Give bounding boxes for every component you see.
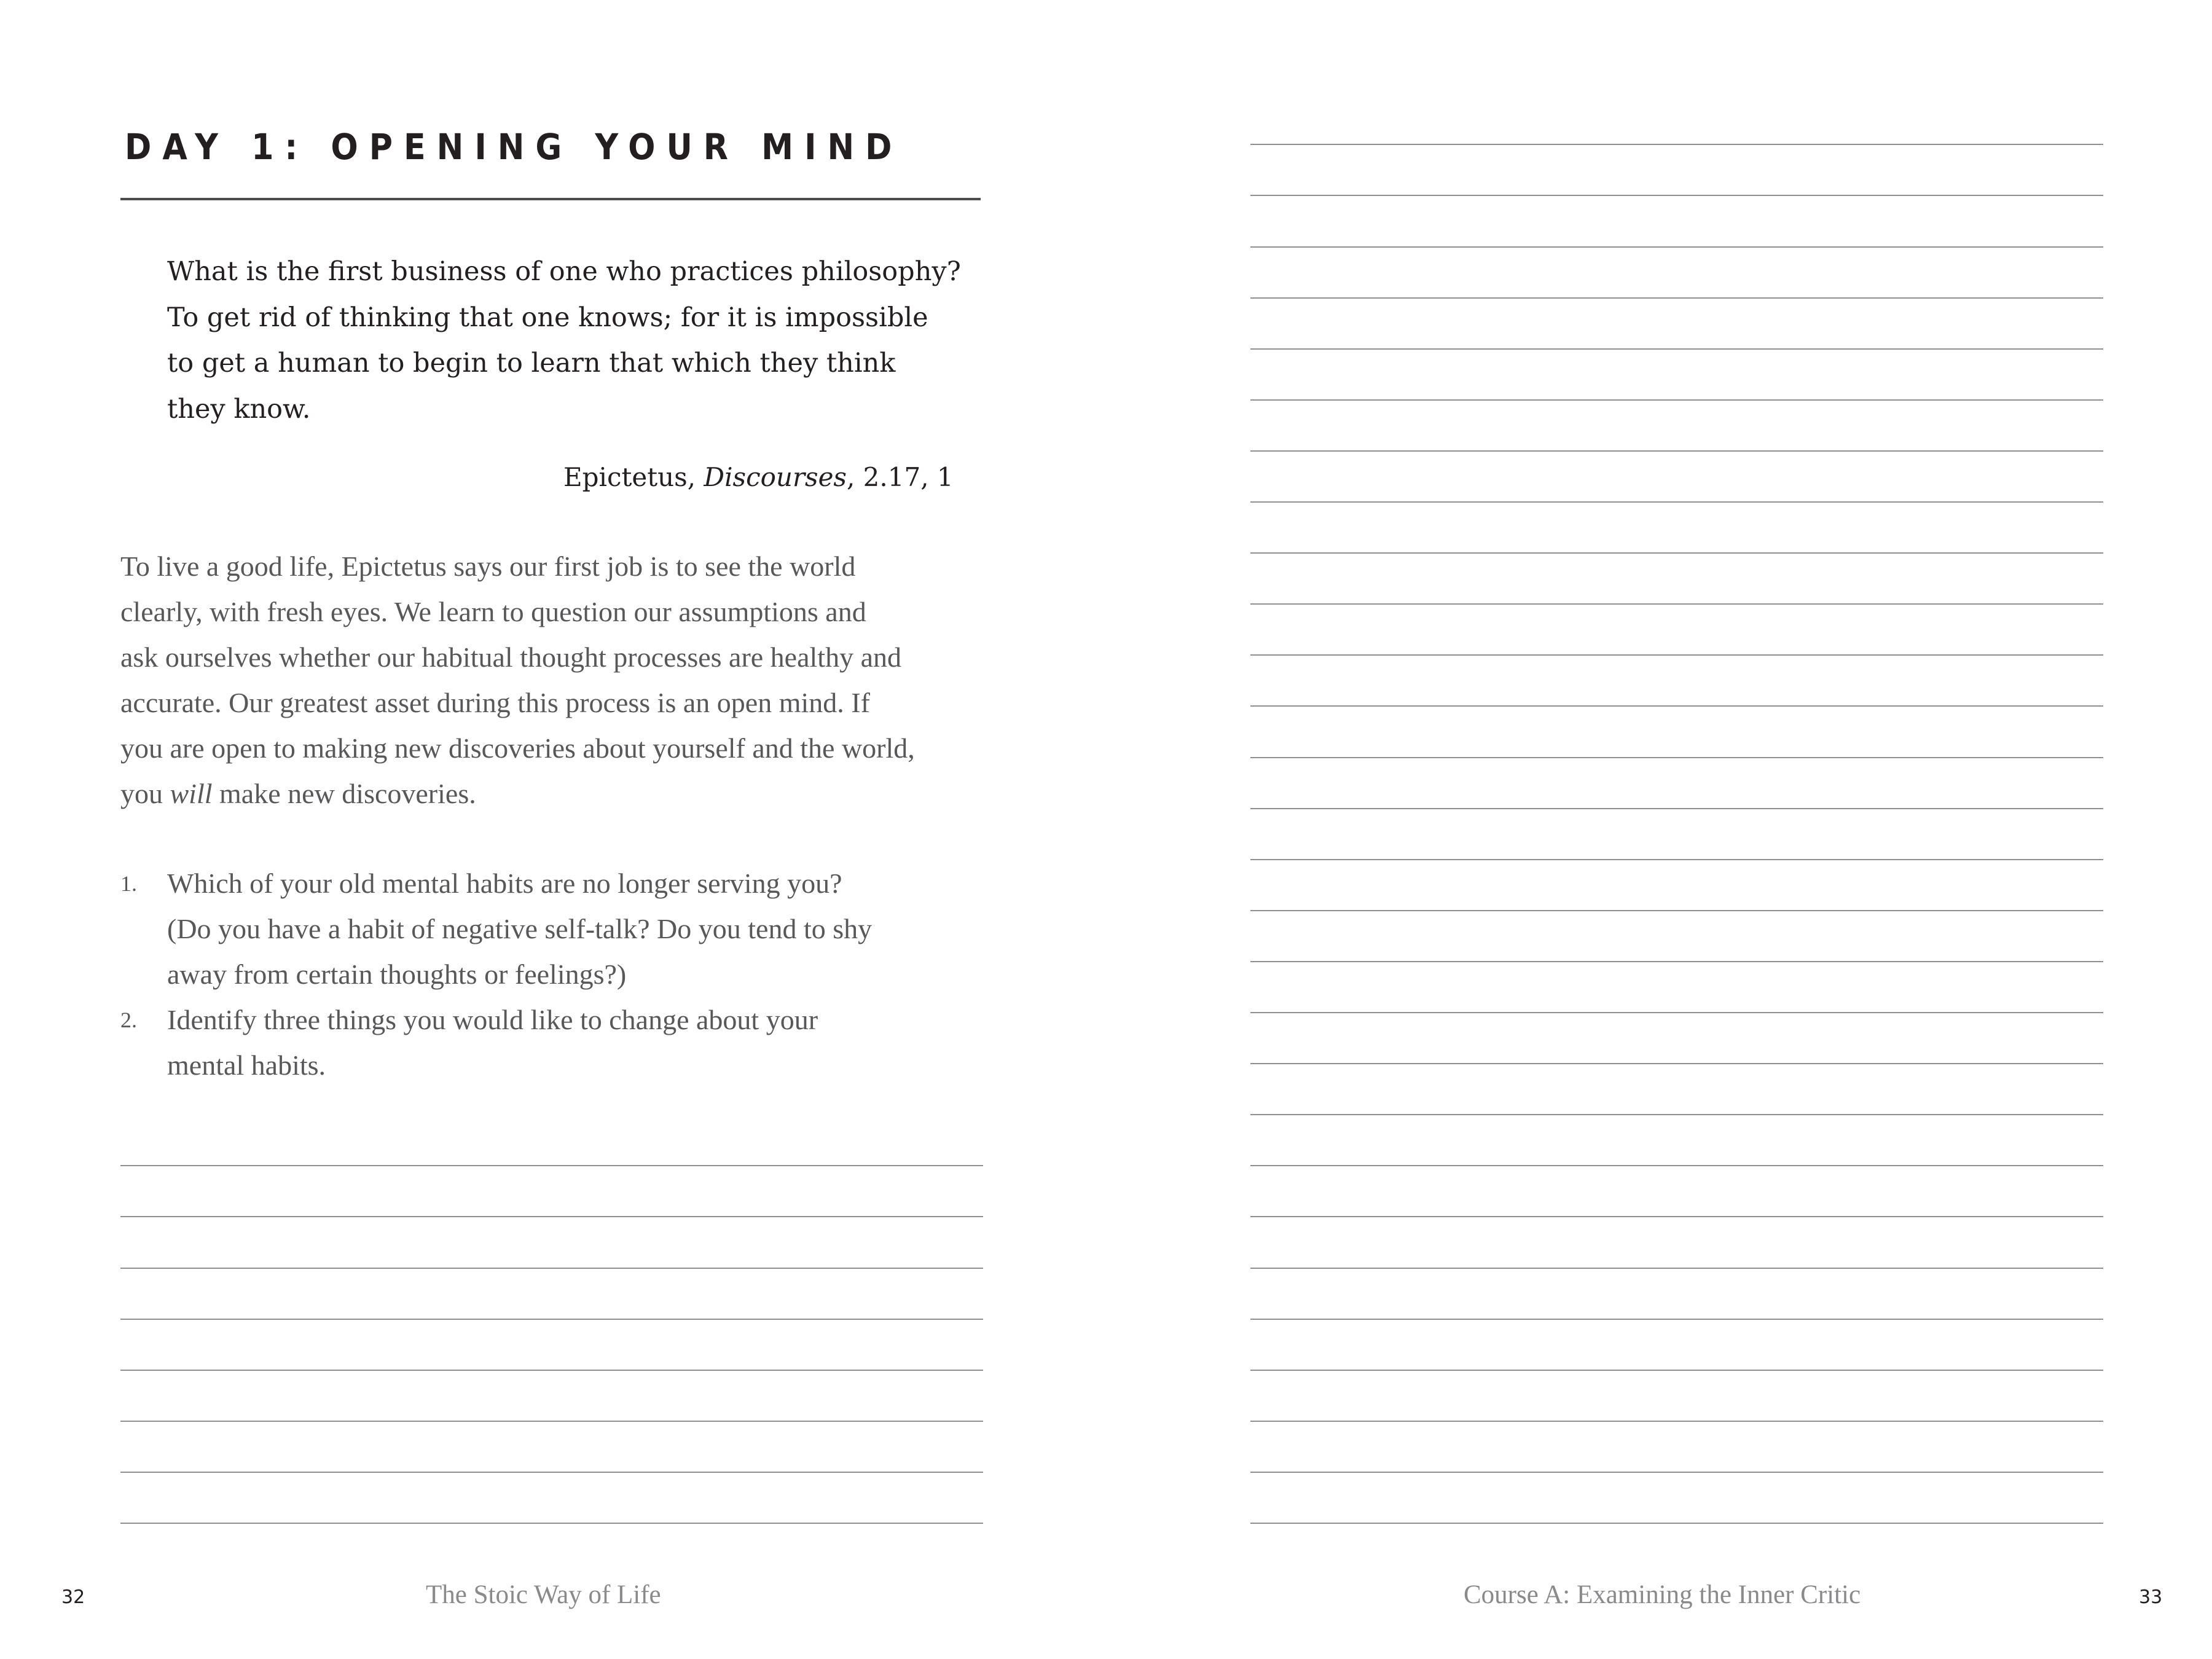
writing-line — [1250, 1370, 2103, 1371]
question-line: mental habits. — [167, 1049, 326, 1081]
question-line: away from certain thoughts or feelings?) — [167, 959, 627, 990]
writing-line — [1250, 1012, 2103, 1013]
writing-line — [1250, 1216, 2103, 1217]
question-number: 1. — [120, 871, 137, 896]
writing-line — [1250, 1421, 2103, 1422]
writing-line — [1250, 1063, 2103, 1064]
question-line: Which of your old mental habits are no longer serving you? — [167, 868, 842, 899]
writing-line — [1250, 297, 2103, 299]
body-paragraph — [120, 544, 993, 817]
writing-line — [120, 1268, 983, 1269]
page-number-left: 32 — [61, 1586, 85, 1608]
writing-line — [1250, 1114, 2103, 1115]
writing-line — [1250, 1165, 2103, 1166]
writing-line — [1250, 961, 2103, 962]
page-number-right: 33 — [2139, 1586, 2163, 1608]
writing-line — [1250, 1523, 2103, 1524]
writing-line — [1250, 501, 2103, 503]
writing-line — [120, 1472, 983, 1473]
body-line: To live a good life, Epictetus says our first job is to see the world — [120, 551, 856, 582]
body-text-run: you — [120, 778, 170, 809]
body-line-last — [120, 771, 993, 817]
body-line: accurate. Our greatest asset during this process is an open mind. If — [120, 687, 870, 718]
writing-line — [1250, 1472, 2103, 1473]
writing-line — [1250, 859, 2103, 860]
quote-line: To get rid of thinking that one knows; for it is impossible — [167, 302, 928, 333]
writing-line — [1250, 757, 2103, 758]
attribution-work: Discourses — [704, 462, 847, 492]
body-emphasis: will — [170, 778, 213, 809]
attribution-author: Epictetus, — [563, 462, 704, 492]
running-head-left: The Stoic Way of Life — [426, 1580, 661, 1609]
quote-attribution — [563, 459, 954, 496]
writing-line — [120, 1370, 983, 1371]
epigraph-quote — [167, 249, 978, 432]
writing-line — [1250, 195, 2103, 196]
body-text-run: make new discoveries. — [212, 778, 476, 809]
writing-line — [120, 1216, 983, 1217]
question-item — [120, 997, 993, 1088]
writing-line — [1250, 808, 2103, 809]
writing-line — [1250, 1319, 2103, 1320]
question-line: (Do you have a habit of negative self-talk? Do you tend to shy — [167, 913, 873, 944]
writing-line — [1250, 246, 2103, 248]
writing-line — [1250, 450, 2103, 452]
body-line: you are open to making new discoveries about yourself and the world, — [120, 732, 915, 764]
writing-line — [120, 1319, 983, 1320]
writing-line — [120, 1523, 983, 1524]
writing-line — [120, 1165, 983, 1166]
question-number: 2. — [120, 1008, 137, 1032]
running-head-right: Course A: Examining the Inner Critic — [1464, 1580, 1861, 1609]
quote-line: they know. — [167, 393, 311, 425]
writing-line — [1250, 348, 2103, 350]
body-line: clearly, with fresh eyes. We learn to question our assumptions and — [120, 596, 866, 627]
question-item — [120, 861, 993, 997]
writing-line — [1250, 910, 2103, 911]
writing-line — [1250, 1268, 2103, 1269]
writing-line — [1250, 654, 2103, 656]
writing-line — [1250, 603, 2103, 605]
writing-line — [1250, 705, 2103, 707]
page-title: DAY 1: OPENING YOUR MIND — [125, 126, 903, 168]
quote-line: What is the first business of one who practices philosophy? — [167, 256, 961, 287]
writing-line — [1250, 144, 2103, 145]
body-line: ask ourselves whether our habitual thought processes are healthy and — [120, 641, 901, 673]
writing-line — [1250, 399, 2103, 401]
question-list — [120, 861, 993, 1088]
question-line: Identify three things you would like to change about your — [167, 1004, 818, 1035]
title-divider — [120, 198, 981, 200]
writing-line — [1250, 552, 2103, 554]
attribution-reference: , 2.17, 1 — [846, 462, 954, 492]
writing-line — [120, 1421, 983, 1422]
quote-line: to get a human to begin to learn that which they think — [167, 348, 896, 378]
